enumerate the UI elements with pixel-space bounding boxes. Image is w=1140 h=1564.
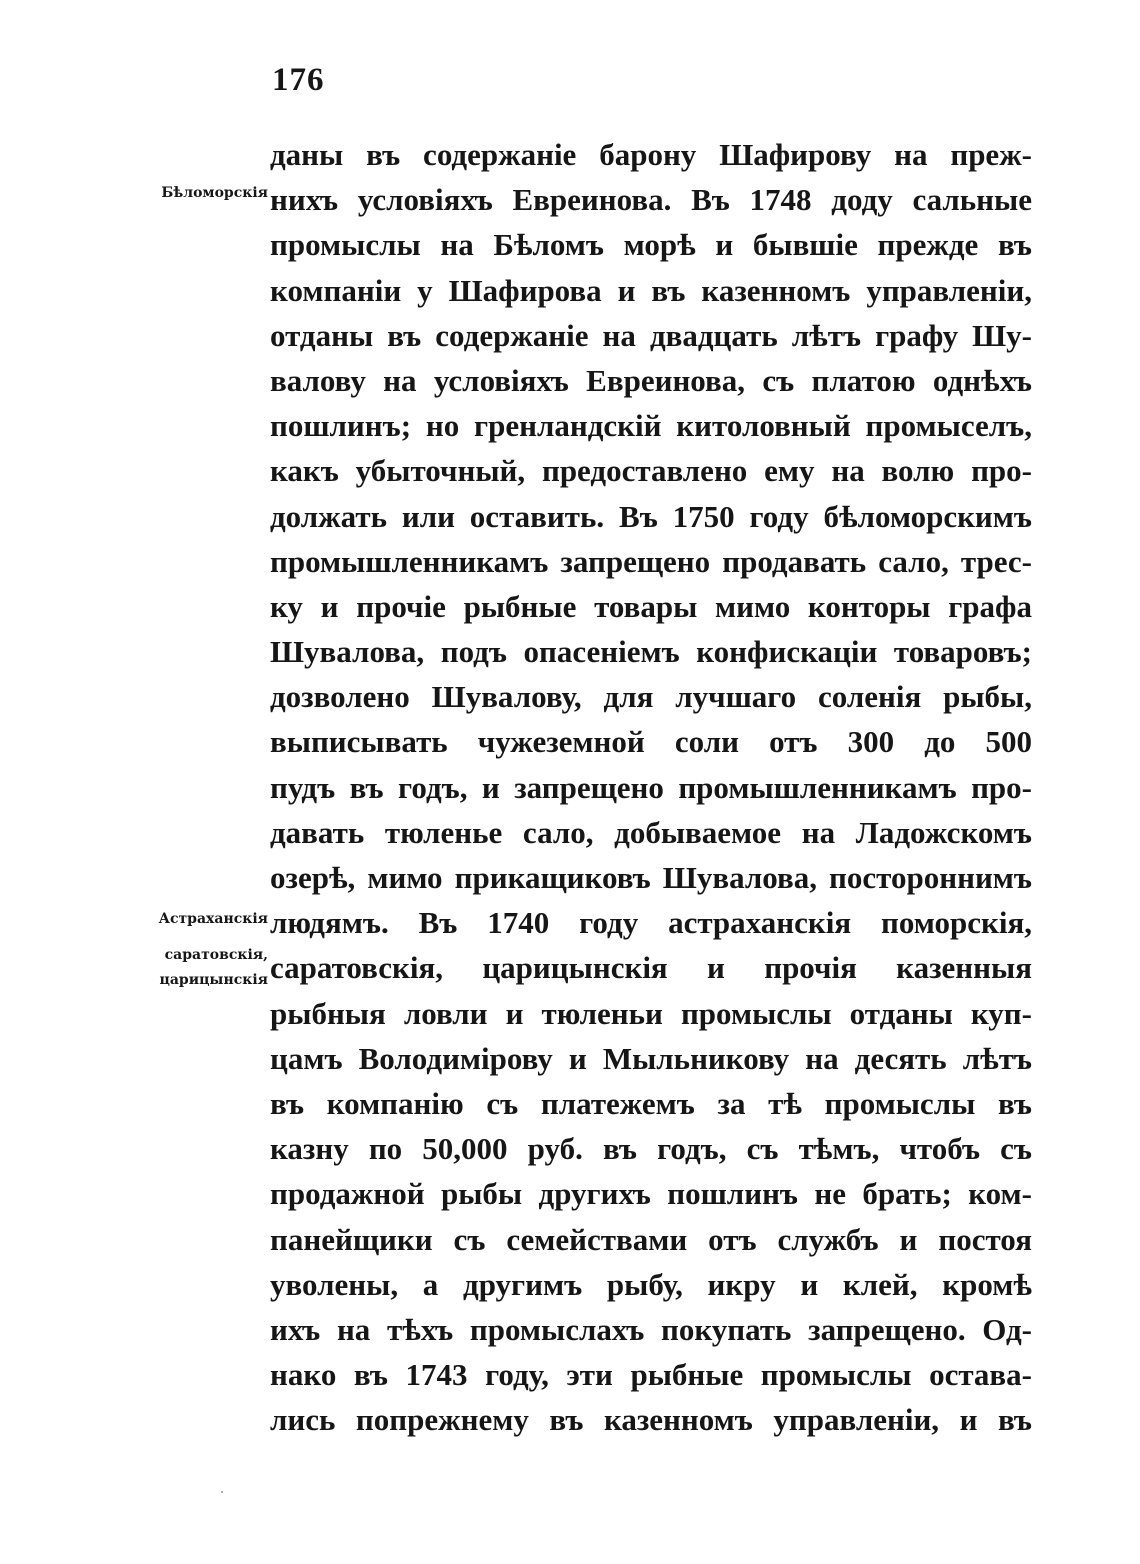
body-text <box>270 132 1032 1442</box>
margin-note-astrakhan: Астраханскія <box>158 911 268 927</box>
text-line-24: продажной рыбы другихъ пошлинъ не брать; ком- <box>270 1176 1032 1212</box>
text-line-22: въ компанію съ платежемъ за тѣ промыслы въ <box>270 1085 1032 1121</box>
text-line-4: компаніи у Шафирова и въ казенномъ управленіи, <box>270 272 1032 308</box>
text-line-27: ихъ на тѣхъ промыслахъ покупать запрещено. Од- <box>270 1311 1032 1347</box>
margin-note-tsaritsyn: царицынскія <box>159 972 268 988</box>
text-line-10: промышленникамъ запрещено продавать сало, трес- <box>270 543 1032 579</box>
text-line-13: дозволено Шувалову, для лучшаго соленія рыбы, <box>270 679 1032 715</box>
page-number: 176 <box>272 62 325 98</box>
text-line-11: ку и прочіе рыбные товары мимо конторы графа <box>270 588 1032 624</box>
text-line-21: цамъ Володимірову и Мыльникову на десять лѣтъ <box>270 1040 1032 1076</box>
margin-note-saratov: саратовскія, <box>164 947 268 963</box>
text-line-19: саратовскія, царицынскія и прочія казенныя <box>270 950 1032 986</box>
text-line-14: выписывать чужеземной соли отъ 300 до 500 <box>270 724 1032 760</box>
paper-speck <box>221 1491 223 1493</box>
text-line-15: пудъ въ годъ, и запрещено промышленникамъ про- <box>270 769 1032 805</box>
text-line-12: Шувалова, подъ опасеніемъ конфискаціи товаровъ; <box>270 634 1032 670</box>
margin-note-belomorsk: Бѣломорскія <box>161 185 268 201</box>
text-line-3: промыслы на Бѣломъ морѣ и бывшіе прежде въ <box>270 227 1032 263</box>
text-line-9: должать или оставить. Въ 1750 году бѣломорскимъ <box>270 498 1032 534</box>
text-line-17: озерѣ, мимо прикащиковъ Шувалова, постороннимъ <box>270 860 1032 895</box>
text-line-26: уволены, а другимъ рыбу, икру и клей, кромѣ <box>270 1266 1032 1302</box>
text-line-5: отданы въ содержаніе на двадцать лѣтъ графу Шу- <box>270 317 1032 353</box>
text-line-25: панейщики съ семействами отъ службъ и постоя <box>270 1221 1032 1257</box>
text-line-18: людямъ. Въ 1740 году астраханскія поморскія, <box>270 905 1032 941</box>
text-line-28: нако въ 1743 году, эти рыбные промыслы остава- <box>270 1357 1032 1393</box>
text-line-23: казну по 50,000 руб. въ годъ, съ тѣмъ, чтобъ съ <box>270 1131 1032 1167</box>
text-line-29: лись попрежнему въ казенномъ управленіи, и въ <box>270 1402 1032 1438</box>
text-line-7: пошлинъ; но гренландскій китоловный промыселъ, <box>270 408 1032 444</box>
text-line-2: нихъ условіяхъ Евреинова. Въ 1748 доду сальные <box>270 182 1032 218</box>
text-line-1: даны въ содержаніе барону Шафирову на преж- <box>270 137 1032 172</box>
text-line-8: какъ убыточный, предоставлено ему на волю про- <box>270 453 1032 489</box>
text-line-16: давать тюленье сало, добываемое на Ладожскомъ <box>270 814 1032 850</box>
text-line-6: валову на условіяхъ Евреинова, съ платою однѣхъ <box>270 362 1032 398</box>
text-line-20: рыбныя ловли и тюленьи промыслы отданы куп- <box>270 995 1032 1031</box>
